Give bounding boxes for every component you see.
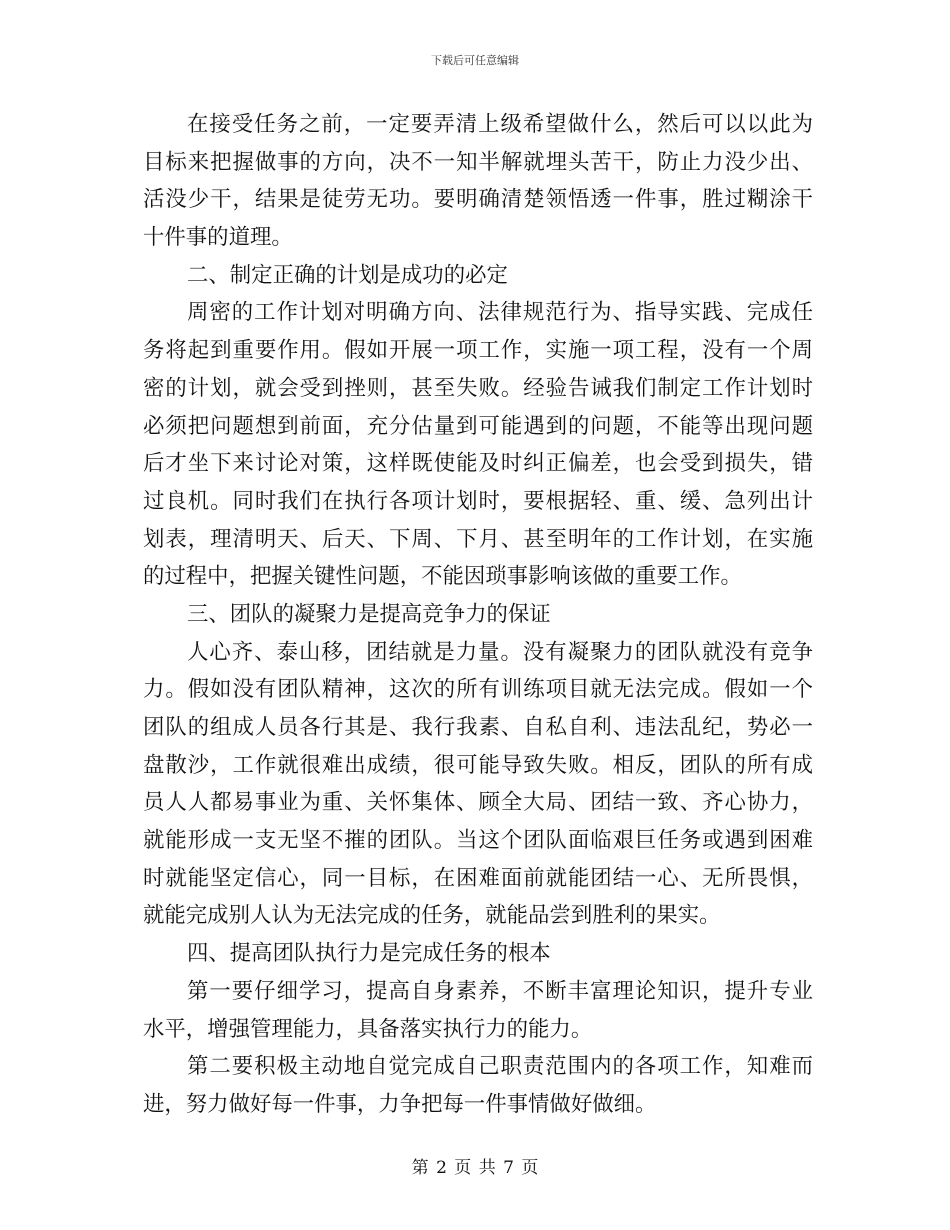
page-number: 第 2 页 共 7 页 xyxy=(411,1158,539,1178)
text-line: 员人人都易事业为重、关怀集体、顾全大局、团结一致、齐心协力， xyxy=(143,790,813,816)
section-heading: 三、团队的凝聚力是提高竞争力的保证 xyxy=(187,601,551,627)
text-line: 第二要积极主动地自觉完成自己职责范围内的各项工作，知难而 xyxy=(187,1054,813,1080)
text-line: 团队的组成人员各行其是、我行我素、自私自利、违法乱纪，势必一 xyxy=(143,715,813,740)
section-heading: 二、制定正确的计划是成功的必定 xyxy=(187,262,508,288)
text-line: 第一要仔细学习，提高自身素养，不断丰富理论知识，提升专业 xyxy=(187,978,813,1004)
text-line: 就能形成一支无坚不摧的团队。当这个团队面临艰巨任务或遇到困难 xyxy=(143,828,813,854)
section-heading: 四、提高团队执行力是完成任务的根本 xyxy=(187,941,551,967)
text-line: 时就能坚定信心，同一目标，在困难面前就能团结一心、无所畏惧， xyxy=(143,865,813,891)
text-line: 水平，增强管理能力，具备落实执行力的能力。 xyxy=(143,1016,593,1042)
text-line: 周密的工作计划对明确方向、法律规范行为、指导实践、完成任 xyxy=(187,300,813,326)
text-line: 划表，理清明天、后天、下周、下月、甚至明年的工作计划，在实施 xyxy=(143,526,813,552)
text-line: 密的计划，就会受到挫则，甚至失败。经验告诫我们制定工作计划时 xyxy=(143,375,813,401)
text-line: 活没少干，结果是徒劳无功。要明确清楚领悟透一件事，胜过糊涂干 xyxy=(143,187,813,213)
text-line: 盘散沙，工作就很难出成绩，很可能导致失败。相反，团队的所有成 xyxy=(143,752,813,778)
text-line: 目标来把握做事的方向，决不一知半解就埋头苦干，防止力没少出、 xyxy=(143,149,813,175)
text-line: 力。假如没有团队精神，这次的所有训练项目就无法完成。假如一个 xyxy=(143,677,813,703)
text-line: 的过程中，把握关键性问题，不能因琐事影响该做的重要工作。 xyxy=(143,564,742,590)
text-line: 进，努力做好每一件事，力争把每一件事情做好做细。 xyxy=(143,1091,657,1117)
page-header: 下载后可任意编辑 xyxy=(431,54,519,67)
text-line: 在接受任务之前，一定要弄清上级希望做什么，然后可以以此为 xyxy=(187,112,813,137)
text-line: 人心齐、泰山移，团结就是力量。没有凝聚力的团队就没有竞争 xyxy=(187,639,813,665)
text-line: 后才坐下来讨论对策，这样既使能及时纠正偏差，也会受到损失，错 xyxy=(143,451,813,477)
text-line: 务将起到重要作用。假如开展一项工作，实施一项工程，没有一个周 xyxy=(143,338,813,364)
text-line: 就能完成别人认为无法完成的任务，就能品尝到胜利的果实。 xyxy=(143,903,721,929)
document-body xyxy=(143,106,813,1124)
text-line: 过良机。同时我们在执行各项计划时，要根据轻、重、缓、急列出计 xyxy=(143,488,813,514)
text-line: 必须把问题想到前面，充分估量到可能遇到的问题，不能等出现问题 xyxy=(143,413,813,439)
text-line: 十件事的道理。 xyxy=(143,225,293,251)
